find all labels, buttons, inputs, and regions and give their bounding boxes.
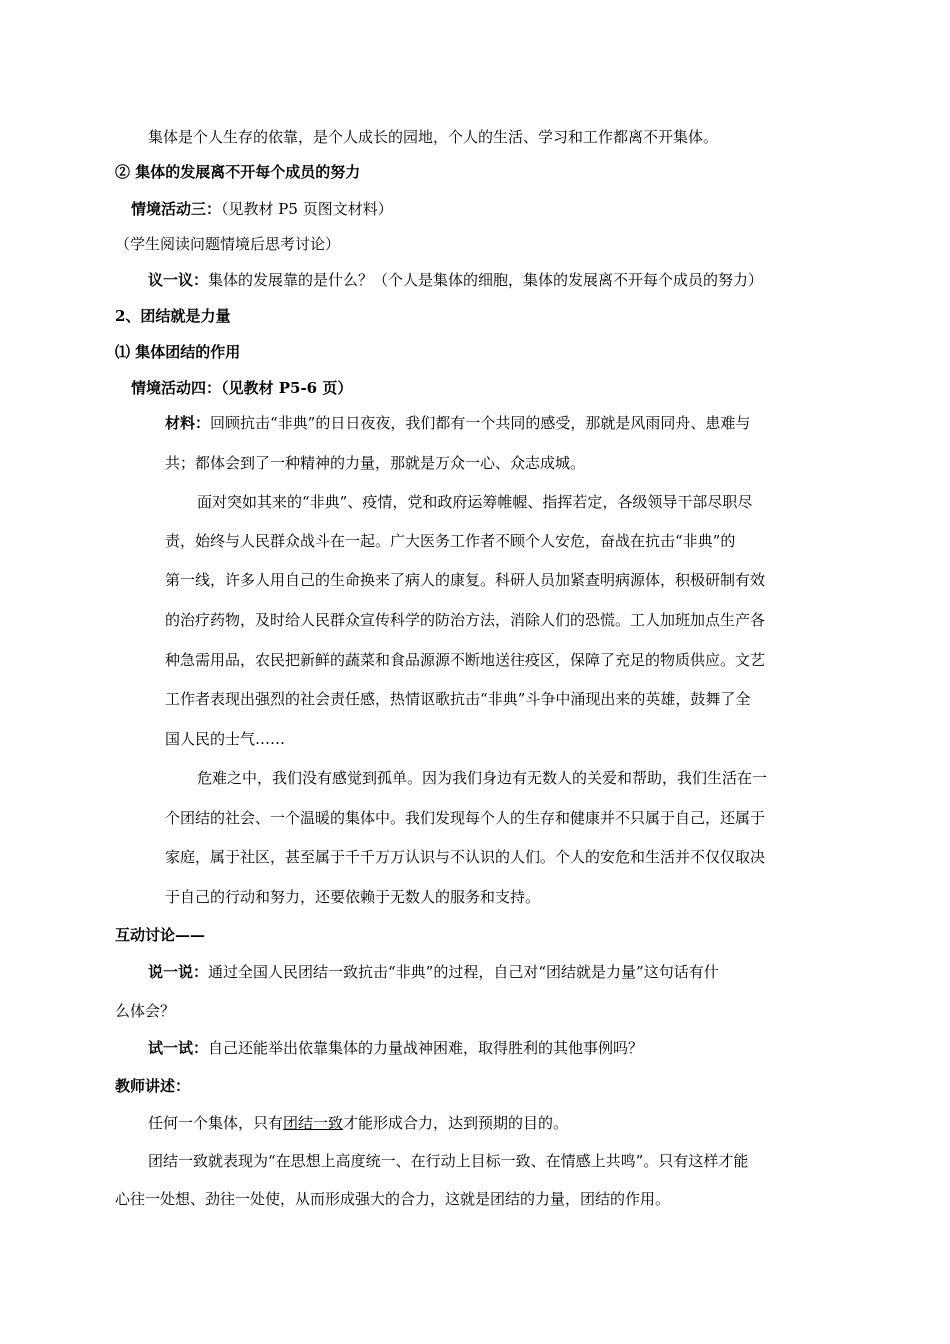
paragraph: 集体是个人生存的依靠，是个人成长的园地，个人的生活、学习和工作都离不开集体。: [148, 128, 719, 146]
subheading: 互动讨论——: [115, 926, 206, 944]
paragraph: 共；都体会到了一种精神的力量，那就是万众一心、众志成城。: [165, 454, 586, 472]
material-text: 回顾抗击“非典”的日日夜夜，我们都有一个共同的感受，那就是风雨同舟、患难与: [210, 414, 751, 432]
text: 任何一个集体，只有: [148, 1114, 284, 1132]
activity-heading: 情境活动四：（见教材 P5-6 页）: [131, 379, 353, 397]
paragraph: [131, 199, 393, 219]
paragraph: 工作者表现出强烈的社会责任感，热情讴歌抗击“非典”斗争中涌现出来的英雄，鼓舞了全: [165, 690, 751, 708]
paragraph: [148, 1113, 568, 1133]
underlined-text: 团结一致: [283, 1114, 344, 1132]
paragraph: 第一线，许多人用自己的生命换来了病人的康复。科研人员加紧查明病源体，积极研制有效: [165, 571, 766, 589]
text: 才能形成合力，达到预期的目的。: [343, 1114, 569, 1132]
paragraph: 团结一致就表现为“在思想上高度统一、在行动上目标一致、在情感上共鸣”。只有这样才能: [148, 1152, 749, 1170]
paragraph: （学生阅读问题情境后思考讨论）: [115, 235, 341, 253]
paragraph: [148, 1038, 643, 1058]
subheading: ② 集体的发展离不开每个成员的努力: [115, 163, 361, 181]
paragraph: 家庭，属于社区，甚至属于千千万万认识与不认识的人们。个人的安危和生活并不仅仅取决: [165, 848, 766, 866]
try-label: 试一试：: [148, 1039, 209, 1057]
try-text: 自己还能举出依靠集体的力量战神困难，取得胜利的其他事例吗？: [208, 1039, 644, 1057]
paragraph: 么体会？: [115, 1002, 176, 1020]
say-label: 说一说：: [148, 963, 209, 981]
paragraph: 责，始终与人民群众战斗在一起。广大医务工作者不顾个人安危，奋战在抗击“非典”的: [165, 532, 736, 550]
discuss-text: 集体的发展靠的是什么？（个人是集体的细胞，集体的发展离不开每个成员的努力）: [208, 271, 764, 289]
paragraph: 于自己的行动和努力，还要依赖于无数人的服务和支持。: [165, 888, 541, 906]
paragraph: 面对突如其来的“非典”、疫情，党和政府运筹帷幄、指挥若定，各级领导干部尽职尽: [197, 493, 753, 511]
say-text: 通过全国人民团结一致抗击“非典”的过程，自己对“团结就是力量”这句话有什: [208, 963, 719, 981]
material-label: 材料：: [165, 414, 211, 432]
activity-text: （见教材 P5 页图文材料）: [221, 200, 393, 218]
discuss-label: 议一议：: [148, 271, 209, 289]
paragraph: 心往一处想、劲往一处使，从而形成强大的合力，这就是团结的力量，团结的作用。: [115, 1190, 671, 1208]
section-heading: 2、团结就是力量: [115, 307, 231, 325]
paragraph: 国人民的士气……: [165, 730, 286, 748]
subheading: 教师讲述：: [115, 1077, 191, 1095]
paragraph: [148, 962, 719, 982]
paragraph: [165, 413, 750, 433]
paragraph: 种急需用品，农民把新鲜的蔬菜和食品源源不断地送往疫区，保障了充足的物质供应。文艺: [165, 651, 766, 669]
paragraph: 个团结的社会、一个温暖的集体中。我们发现每个人的生存和健康并不只属于自己，还属于: [165, 809, 766, 827]
activity-label: 情境活动三：: [131, 200, 222, 218]
paragraph: 危难之中，我们没有感觉到孤单。因为我们身边有无数人的关爱和帮助，我们生活在一: [197, 769, 768, 787]
paragraph: 的治疗药物，及时给人民群众宣传科学的防治方法，消除人们的恐慌。工人加班加点生产各: [165, 611, 766, 629]
subheading: ⑴ 集体团结的作用: [115, 343, 241, 361]
paragraph: [148, 270, 763, 290]
